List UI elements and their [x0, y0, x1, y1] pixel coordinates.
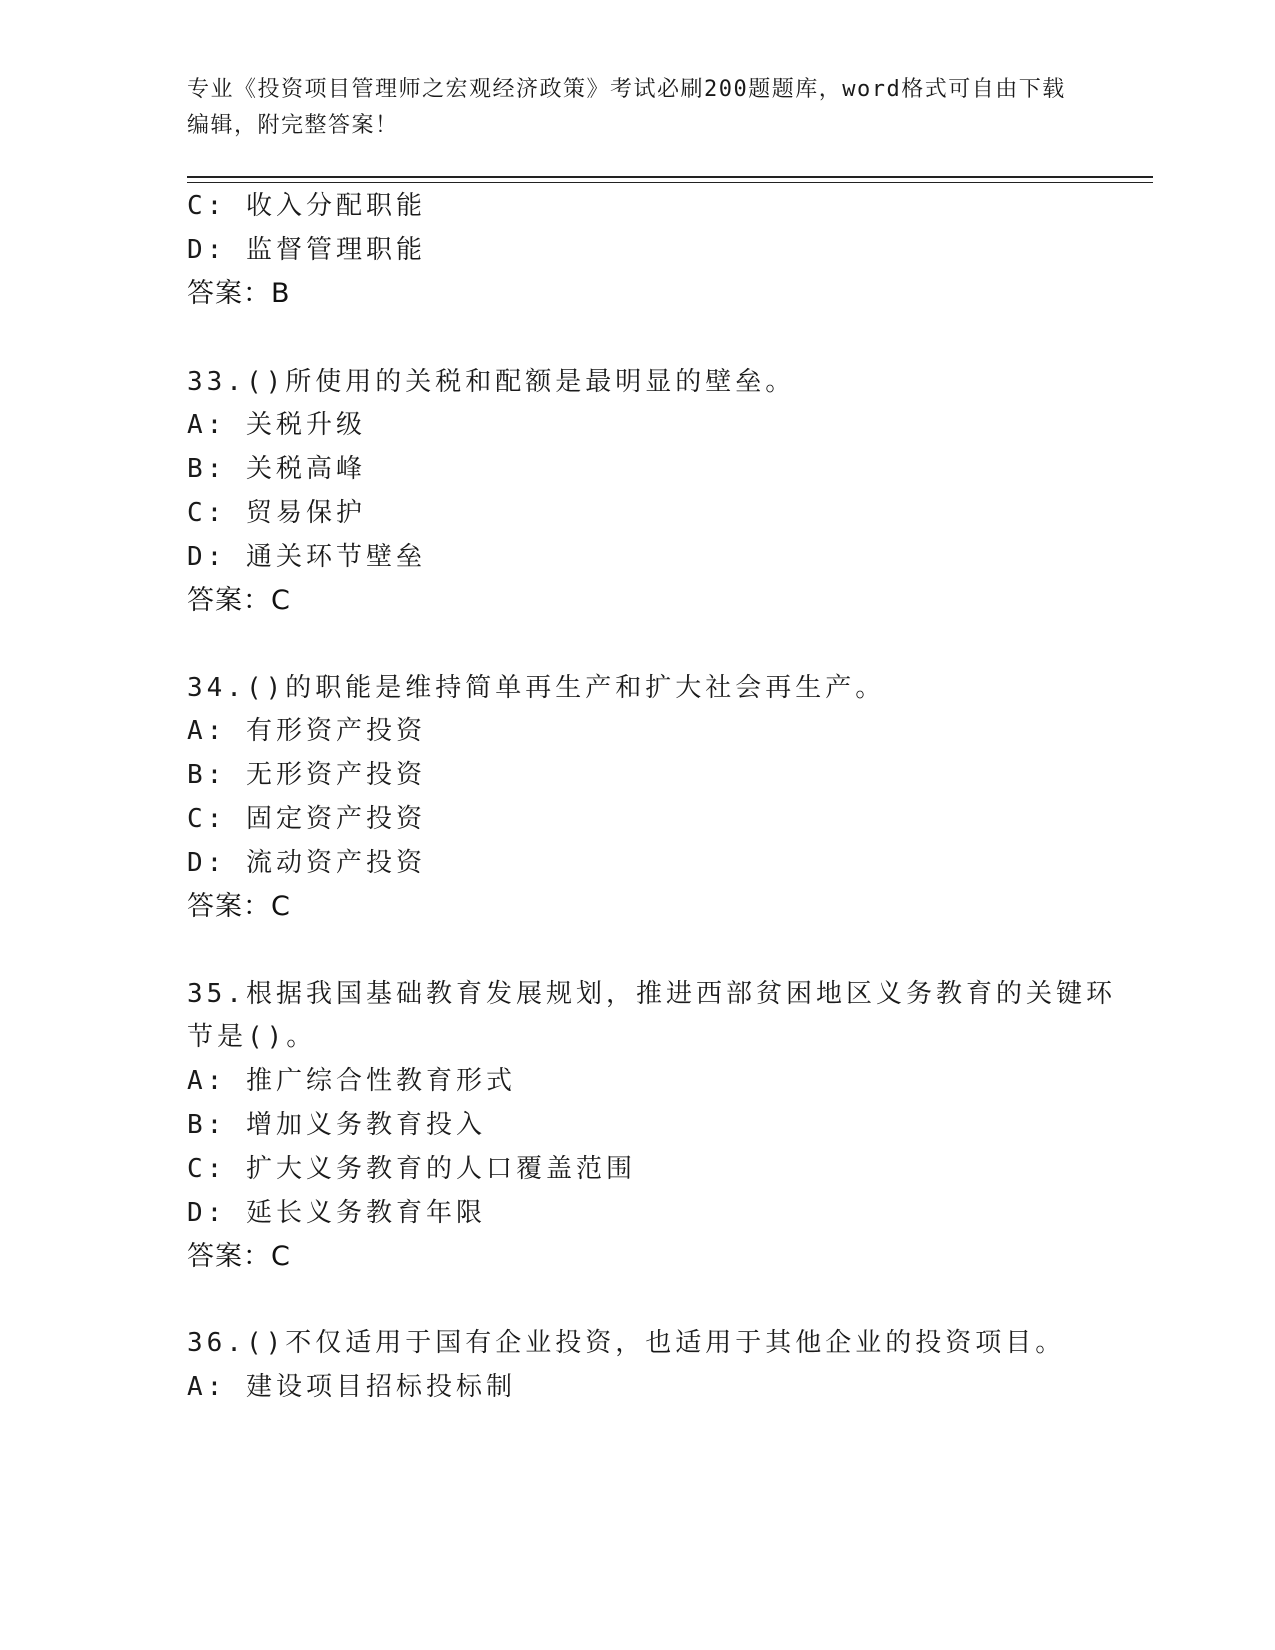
question-34-stem: 34.()的职能是维持简单再生产和扩大社会再生产。 [187, 673, 886, 703]
header-rule-thin [187, 182, 1153, 183]
question-34-answer: 答案：C [187, 891, 291, 922]
question-35-option-b: B: 增加义务教育投入 [187, 1110, 486, 1140]
question-33-option-a: A: 关税升级 [187, 410, 366, 440]
question-34-option-a: A: 有形资产投资 [187, 716, 426, 746]
question-36-stem: 36.()不仅适用于国有企业投资，也适用于其他企业的投资项目。 [187, 1328, 1066, 1358]
question-35-option-c: C: 扩大义务教育的人口覆盖范围 [187, 1154, 636, 1184]
question-34-option-b: B: 无形资产投资 [187, 760, 426, 790]
question-35-answer: 答案：C [187, 1241, 291, 1272]
question-35-stem-line-2: 节是()。 [187, 1022, 317, 1052]
header-rule-thick [187, 176, 1153, 178]
question-33-answer: 答案：C [187, 585, 291, 616]
question-34-option-c: C: 固定资产投资 [187, 804, 426, 834]
question-33-option-c: C: 贸易保护 [187, 498, 366, 528]
question-36-option-a: A: 建设项目招标投标制 [187, 1372, 516, 1402]
document-header: 专业《投资项目管理师之宏观经济政策》考试必刷200题题库，word格式可自由下载编辑，附完整答案！ [187, 77, 1066, 138]
carryover-option-c: C: 收入分配职能 [187, 191, 426, 221]
carryover-answer: 答案：B [187, 278, 291, 309]
question-35-option-a: A: 推广综合性教育形式 [187, 1066, 516, 1096]
question-33-option-b: B: 关税高峰 [187, 454, 366, 484]
question-33-option-d: D: 通关环节壁垒 [187, 542, 426, 572]
question-35-option-d: D: 延长义务教育年限 [187, 1198, 486, 1228]
question-34-option-d: D: 流动资产投资 [187, 848, 426, 878]
question-35-stem-line-1: 35.根据我国基础教育发展规划，推进西部贫困地区义务教育的关键环 [187, 979, 1116, 1009]
carryover-option-d: D: 监督管理职能 [187, 235, 426, 265]
question-33-stem: 33.()所使用的关税和配额是最明显的壁垒。 [187, 367, 796, 397]
